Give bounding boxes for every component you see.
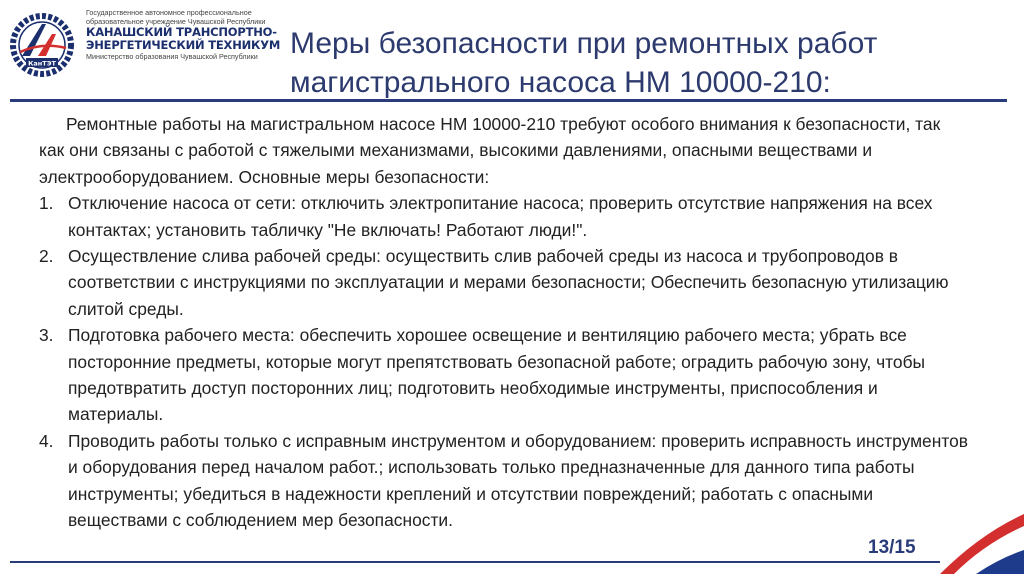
logo-org-line-1: Государственное автономное профессиональное (86, 8, 252, 17)
list-item (39, 322, 969, 428)
slide-title-line-2: магистрального насоса НМ 10000-210: (290, 66, 831, 99)
slide-title-line-1: Меры безопасности при ремонтных работ (290, 27, 878, 60)
list-item (39, 428, 969, 534)
list-item-number: 3. (39, 325, 54, 346)
logo-ministry-line: Министерство образования Чувашской Республики (86, 52, 258, 61)
college-logo (8, 8, 281, 80)
list-item-number: 1. (39, 193, 54, 214)
college-emblem-icon (8, 12, 80, 78)
logo-name-line-2: ЭНЕРГЕТИЧЕСКИЙ ТЕХНИКУМ (86, 38, 281, 52)
safety-measures-list (39, 190, 969, 533)
list-item (39, 243, 969, 322)
title-divider (10, 99, 1007, 102)
list-item-text: Подготовка рабочего места: обеспечить хорошее освещение и вентиляцию рабочего места; убрать все посторонние предметы, которые могут препятствовать безопасной работе; оградить рабочую зону, чтобы предотвратить доступ посторонних лиц; подготовить необходимые инструменты, приспособления и материалы. (68, 325, 926, 425)
list-item (39, 190, 969, 243)
intro-paragraph: Ремонтные работы на магистральном насосе НМ 10000-210 требуют особого внимания к безопасности, так как они связаны с работой с тяжелыми механизмами, высокими давлениями, опасными веществами и электрооборудованием. Основные меры безопасности: (39, 114, 941, 187)
list-item-text: Проводить работы только с исправным инструментом и оборудованием: проверить исправность инструментов и оборудования перед началом работ.; использовать только предназначенные для данного типа работы инструменты; убедиться в надежности креплений и отсутствии повреждений; работать с опасными веществами с соблюдением мер безопасности. (68, 430, 969, 531)
page-number: 13/15 (868, 537, 916, 558)
logo-org-line-2: образовательное учреждение Чувашской Республики (86, 17, 266, 26)
list-item-number: 2. (39, 246, 54, 267)
footer-divider (10, 561, 940, 563)
logo-name-line-1: КАНАШСКИЙ ТРАНСПОРТНО- (86, 25, 277, 39)
list-item-text: Осуществление слива рабочей среды: осуществить слив рабочей среды из насоса и трубопроводов в соответствии с инструкциями по эксплуатации и мерами безопасности; Обеспечить безопасную утилизацию слитой среды. (68, 246, 949, 319)
slide-body (39, 111, 969, 534)
list-item-text: Отключение насоса от сети: отключить электропитание насоса; проверить отсутствие напряжения на всех контактах; установить табличку "Не включать! Работают люди!". (68, 193, 933, 240)
svg-text:КанТЭТ: КанТЭТ (28, 59, 56, 68)
list-item-number: 4. (39, 430, 54, 451)
corner-stripes-decoration (940, 474, 1024, 574)
slide-title (290, 24, 990, 102)
college-logo-text (86, 8, 281, 61)
